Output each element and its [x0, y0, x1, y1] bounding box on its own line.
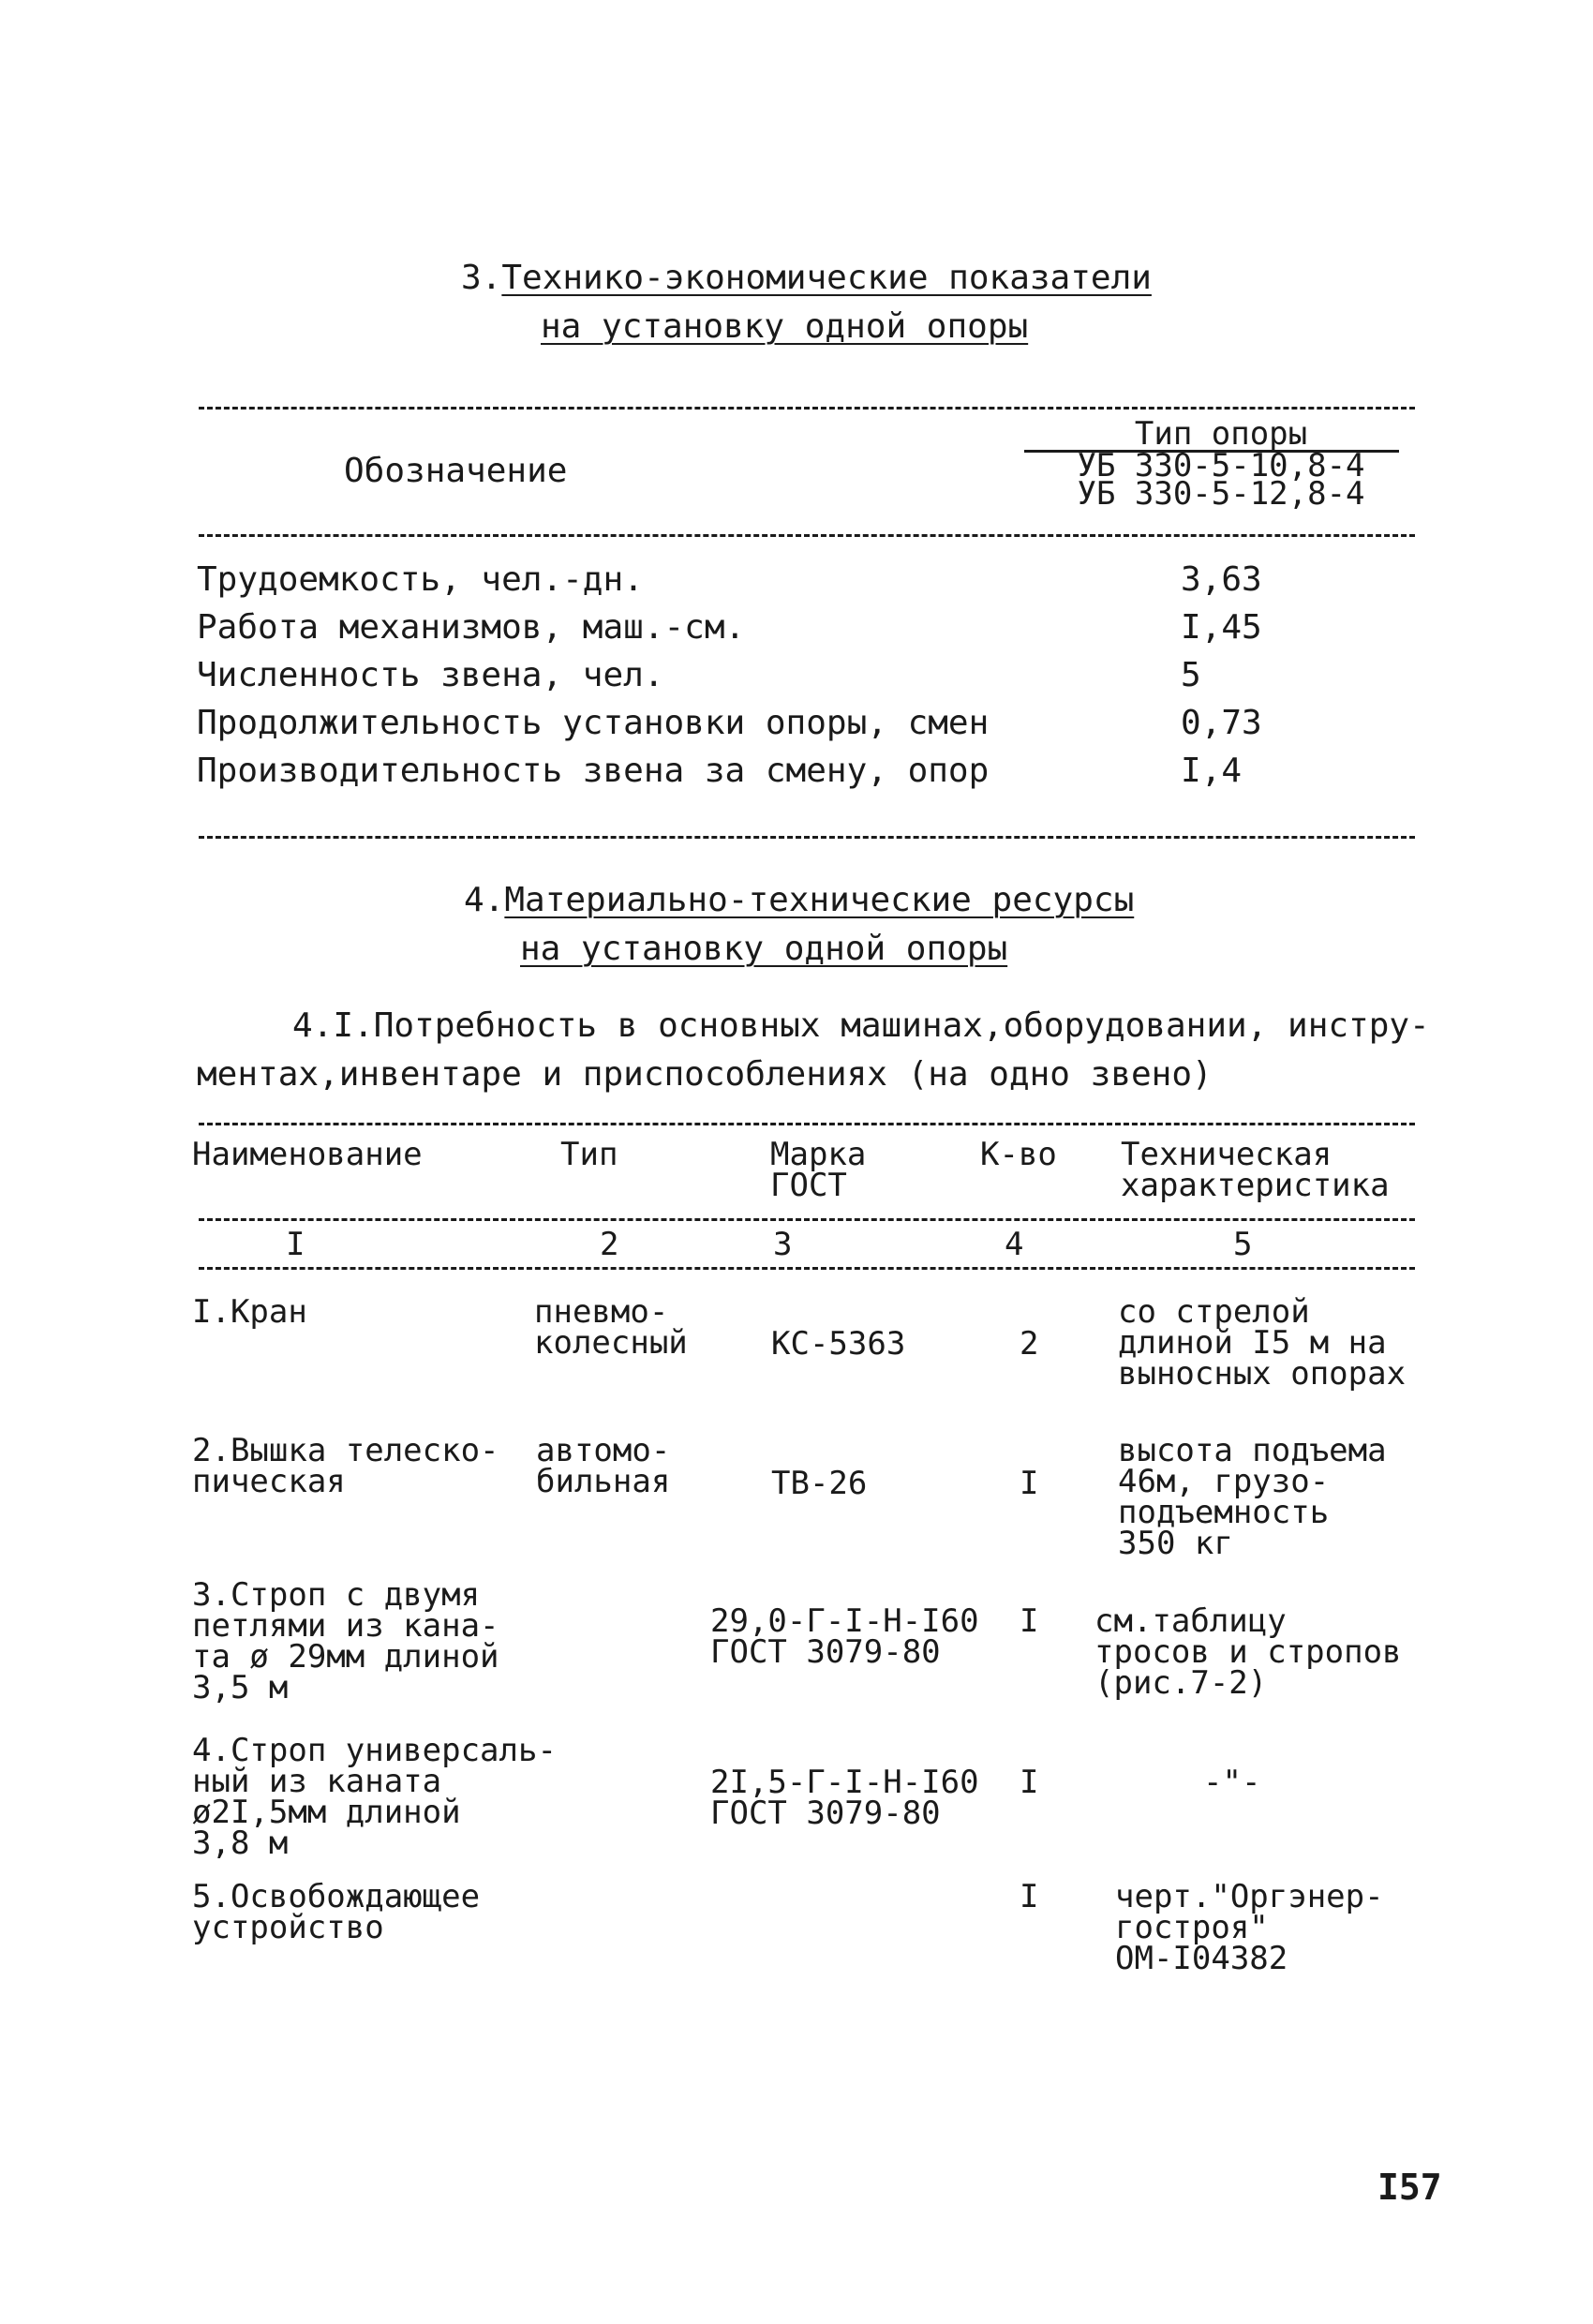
row-name: 2.Вышка телеско- пическая: [192, 1432, 499, 1500]
row-mark: 29,0-Г-I-Н-I60 ГОСТ 3079-80: [710, 1602, 979, 1671]
row-qty: 2: [1020, 1325, 1039, 1363]
row-qty: I: [1020, 1764, 1039, 1801]
section-4-title: [464, 883, 1134, 918]
table3-header-designation: Обозначение: [344, 452, 568, 490]
type-header-rule: [1024, 450, 1399, 453]
table3-row-label: Продолжительность установки опоры, смен: [197, 704, 990, 742]
table3-row-value: 0,73: [1181, 704, 1262, 742]
row-name: 4.Строп универсаль- ный из каната ø2I,5мм длиной 3,8 м: [192, 1732, 557, 1862]
header-tech: Техническая характеристика: [1121, 1136, 1390, 1204]
row-type: пневмо- колесный: [534, 1293, 688, 1362]
table3-row-label: Производительность звена за смену, опор: [197, 752, 990, 790]
table3-bottom-rule: [199, 836, 1415, 839]
row-mark: КС-5363: [771, 1325, 906, 1363]
row-name: 5.Освобождающее устройство: [192, 1878, 481, 1946]
table3-row-label: Трудоемкость, чел.-дн.: [197, 560, 644, 599]
col-number: 5: [1233, 1226, 1253, 1263]
col-number: 3: [773, 1226, 793, 1263]
section-3-number: 3.: [461, 259, 502, 297]
row-type: автомо- бильная: [536, 1432, 671, 1500]
col-number: 2: [600, 1226, 619, 1263]
row-qty: I: [1020, 1465, 1039, 1502]
table4-header-rule: [199, 1218, 1415, 1221]
row-tech: со стрелой длиной I5 м на выносных опорах: [1118, 1293, 1407, 1393]
section-4-1-line2: ментах,инвентаре и приспособлениях (на одно звено): [197, 1055, 1213, 1094]
page-number: I57: [1377, 2167, 1442, 2208]
header-type: Тип: [560, 1136, 618, 1173]
row-mark: ТВ-26: [771, 1465, 868, 1502]
type-variant-1: УБ 330-5-10,8-4: [1077, 447, 1365, 484]
table3-row-value: 3,63: [1181, 560, 1262, 599]
row-mark: 2I,5-Г-I-Н-I60 ГОСТ 3079-80: [710, 1764, 979, 1832]
table3-row-label: Работа механизмов, маш.-см.: [197, 608, 746, 647]
section-4-title-line1: Материально-технические ресурсы: [504, 881, 1135, 919]
row-tech: -"-: [1203, 1764, 1261, 1801]
table3-top-rule: [199, 407, 1415, 410]
header-name: Наименование: [192, 1136, 423, 1173]
row-tech: черт."Оргэнер- гостроя" ОМ-I04382: [1115, 1878, 1384, 1977]
table4-numbers-rule: [199, 1267, 1415, 1270]
header-mark: Марка ГОСТ: [770, 1136, 867, 1204]
section-3-title: [461, 261, 1152, 296]
col-number: I: [286, 1226, 305, 1263]
table4-top-rule: [199, 1123, 1415, 1125]
col-number: 4: [1005, 1226, 1024, 1263]
section-3-title-line1: Технико-экономические показатели: [501, 259, 1152, 297]
table3-header-rule: [199, 534, 1415, 537]
row-qty: I: [1020, 1602, 1039, 1640]
table3-row-label: Численность звена, чел.: [197, 656, 664, 694]
row-name: 3.Строп с двумя петлями из кана- та ø 29мм длиной 3,5 м: [192, 1576, 499, 1706]
section-4-number: 4.: [464, 881, 505, 919]
type-variant-2: УБ 330-5-12,8-4: [1077, 475, 1365, 513]
table3-header-type: [1052, 415, 1390, 513]
header-qty: К-во: [980, 1136, 1057, 1173]
section-4-title-line2: на установку одной опоры: [520, 930, 1008, 968]
section-4-1-line1: 4.I.Потребность в основных машинах,оборудовании, инстру-: [292, 1006, 1430, 1045]
section-3-title-line2: на установку одной опоры: [541, 307, 1029, 346]
type-header-label: Тип опоры: [1134, 415, 1308, 453]
table3-row-value: I,45: [1181, 608, 1262, 647]
row-qty: I: [1020, 1878, 1039, 1915]
table3-row-value: I,4: [1181, 752, 1243, 790]
row-tech: см.таблицу тросов и стропов (рис.7-2): [1094, 1602, 1402, 1702]
table3-row-value: 5: [1181, 656, 1201, 694]
row-tech: высота подъема 46м, грузо- подъемность 350 кг: [1118, 1432, 1387, 1562]
row-name: I.Кран: [192, 1293, 307, 1331]
